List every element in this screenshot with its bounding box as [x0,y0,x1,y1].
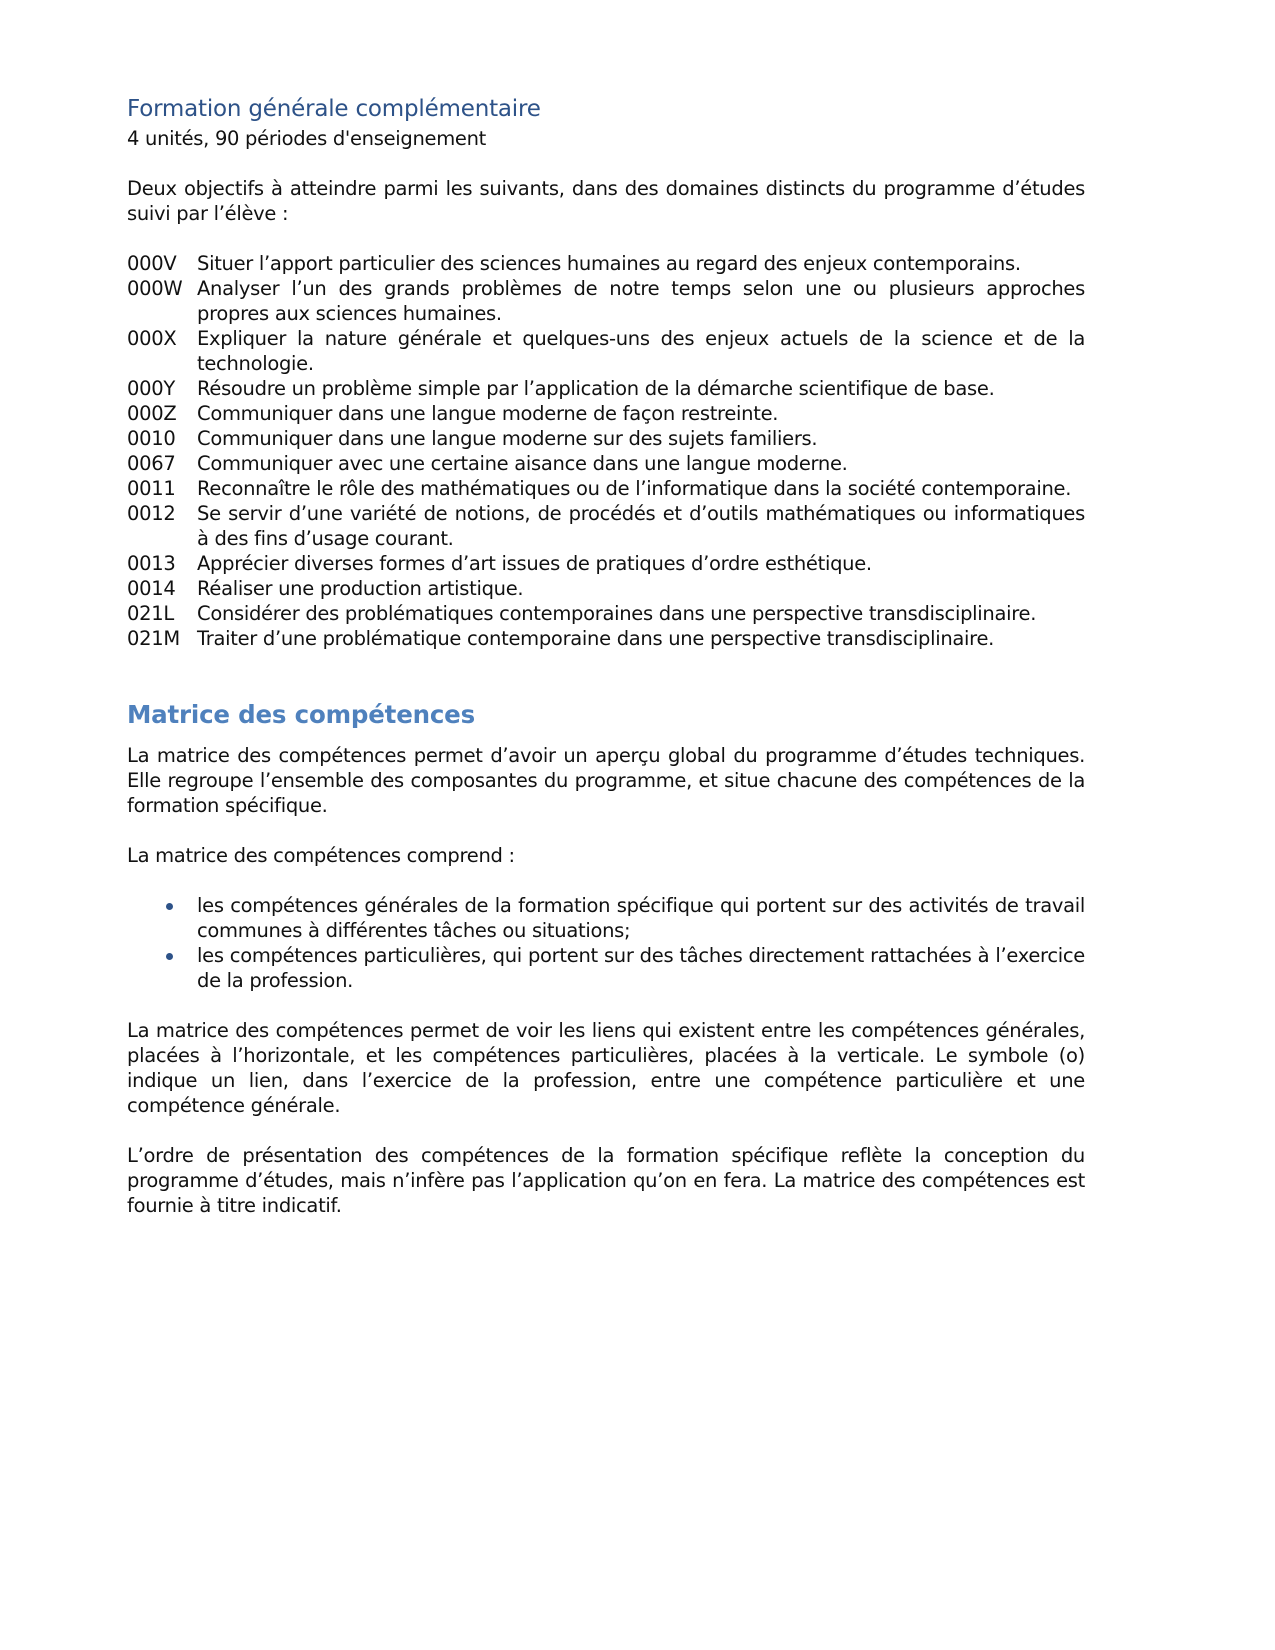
objective-text: Reconnaître le rôle des mathématiques ou de l’informatique dans la société contemporaine. [197,477,1072,500]
matrice-bullet-list [127,893,1085,993]
objective-text: Se servir d’une variété de notions, de procédés et d’outils mathématiques ou informatiques à des fins d’usage courant. [197,502,1085,550]
objective-text: Expliquer la nature générale et quelques-uns des enjeux actuels de la science et de la technologie. [197,327,1085,375]
objective-text: Communiquer avec une certaine aisance dans une langue moderne. [197,452,848,475]
objective-code: 000Y [127,377,175,400]
objective-code: 000V [127,252,177,275]
bullet-icon [127,943,197,993]
objective-code: 0014 [127,577,176,600]
objective-code: 0013 [127,552,176,575]
section-title-formation: Formation générale complémentaire [127,96,541,122]
objective-text: Apprécier diverses formes d’art issues de pratiques d’ordre esthétique. [197,552,872,575]
objective-item [127,626,1085,651]
units-line: 4 unités, 90 périodes d'enseignement [127,127,487,150]
objective-item [127,451,1085,476]
matrice-paragraph-4: L’ordre de présentation des compétences de la formation spécifique reflète la conception du programme d’études, mais n’infère pas l’application qu’on en fera. La matrice des compétences est fournie à titre indicatif. [127,1144,1085,1217]
objective-text: Communiquer dans une langue moderne de façon restreinte. [197,402,779,425]
objective-code: 021L [127,602,174,625]
objective-code: 0010 [127,427,176,450]
objectives-list [127,251,1085,651]
objective-item [127,251,1085,276]
objective-text: Réaliser une production artistique. [197,577,524,600]
bullet-item [127,943,1085,993]
objective-item [127,376,1085,401]
matrice-paragraph-3: La matrice des compétences permet de voir les liens qui existent entre les compétences générales, placées à l’horizontale, et les compétences particulières, placées à la verticale. Le symbole (o) indique un lien, dans l’exercice de la profession, entre une compétence particulière et une compétence générale. [127,1019,1085,1117]
objective-item [127,401,1085,426]
objective-item [127,326,1085,376]
matrice-paragraph-1: La matrice des compétences permet d’avoir un aperçu global du programme d’études techniques. Elle regroupe l’ensemble des composantes du programme, et situe chacune des compétences de la formation spécifique. [127,744,1085,817]
objective-text: Traiter d’une problématique contemporaine dans une perspective transdisciplinaire. [197,627,995,650]
objective-code: 021M [127,627,180,650]
objective-text: Analyser l’un des grands problèmes de notre temps selon une ou plusieurs approches propres aux sciences humaines. [197,277,1085,325]
objective-item [127,576,1085,601]
objective-item [127,551,1085,576]
objective-text: Résoudre un problème simple par l’application de la démarche scientifique de base. [197,377,995,400]
objective-item [127,276,1085,326]
objective-item [127,426,1085,451]
bullet-item [127,893,1085,943]
objective-code: 0012 [127,502,176,525]
objective-text: Considérer des problématiques contemporaines dans une perspective transdisciplinaire. [197,602,1037,625]
objective-code: 0011 [127,477,176,500]
objective-text: Situer l’apport particulier des sciences humaines au regard des enjeux contemporains. [197,252,1021,275]
objective-code: 000Z [127,402,177,425]
objective-text: Communiquer dans une langue moderne sur des sujets familiers. [197,427,818,450]
objective-item [127,476,1085,501]
objective-code: 000X [127,327,177,350]
section-title-matrice: Matrice des compétences [127,700,475,729]
objective-code: 000W [127,277,183,300]
matrice-paragraph-2: La matrice des compétences comprend : [127,844,515,867]
objective-item [127,601,1085,626]
bullet-text: les compétences particulières, qui portent sur des tâches directement rattachées à l’exercice de la profession. [197,944,1085,992]
bullet-icon [127,893,197,943]
bullet-text: les compétences générales de la formation spécifique qui portent sur des activités de travail communes à différentes tâches ou situations; [197,894,1085,942]
objective-item [127,501,1085,551]
objectives-intro: Deux objectifs à atteindre parmi les suivants, dans des domaines distincts du programme d’études suivi par l’élève : [127,177,1085,225]
objective-code: 0067 [127,452,176,475]
document-page [127,92,1085,1218]
